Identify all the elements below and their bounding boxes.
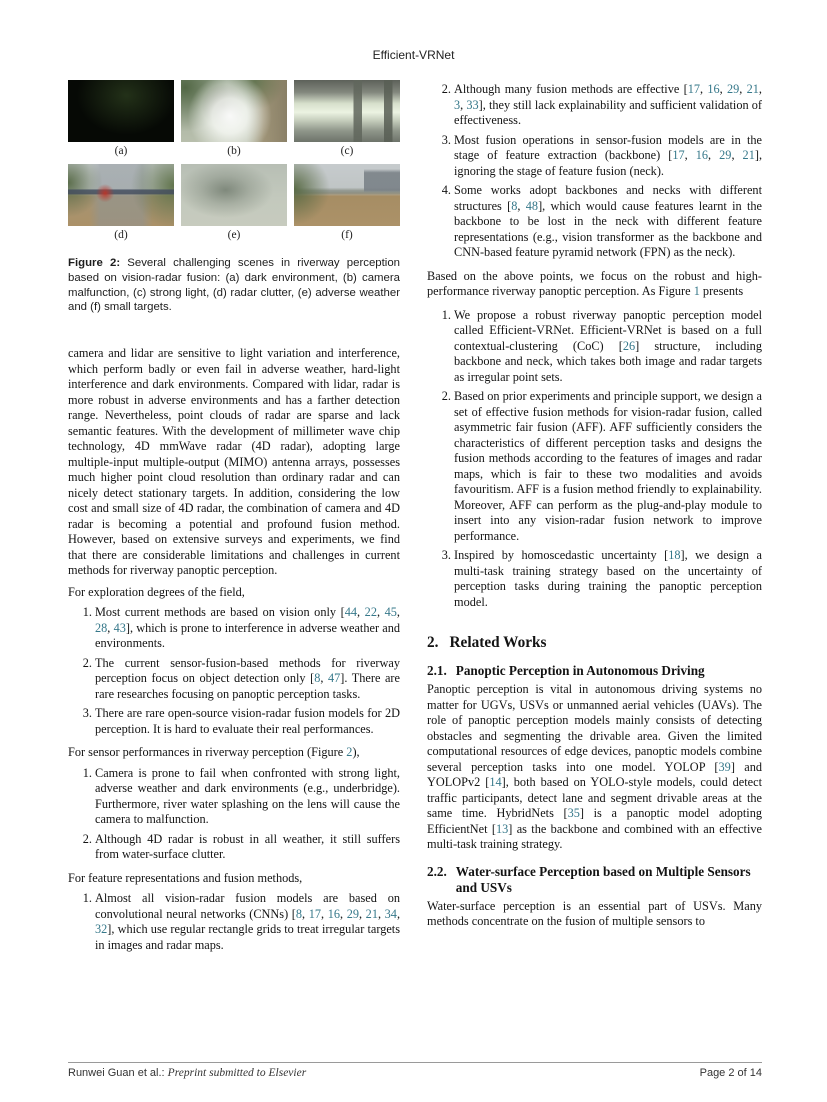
list-item (454, 308, 762, 386)
list-feature-representations-continued (427, 82, 762, 261)
text-segment: ] structure, including backbone and neck, which takes both image and radar targets as irregular point sets. (454, 338, 762, 384)
figure-sublabel-f: (f) (341, 228, 353, 241)
paragraph-water-surface: Water-surface perception is an essential part of USVs. Many methods concentrate on the fusion of multiple sensors to (427, 898, 762, 928)
subsection-title: Panoptic Perception in Autonomous Driving (455, 663, 705, 678)
citation-link[interactable]: 29 (726, 82, 740, 96)
text-segment: ], which use regular rectangle grids to treat irregular targets in images and radar maps. (95, 922, 400, 952)
citation-link[interactable]: 13 (495, 821, 509, 836)
text-segment: , (357, 605, 365, 620)
citation-link[interactable]: 39 (718, 759, 731, 774)
citation-link[interactable]: 32 (95, 922, 108, 937)
citation-link[interactable]: 8 (511, 198, 518, 213)
list-contributions (427, 308, 762, 611)
list-exploration-degrees (68, 605, 400, 737)
citation-link[interactable]: 47 (327, 671, 341, 686)
citation-link[interactable]: 21 (365, 906, 378, 921)
citation-link[interactable]: 1 (693, 284, 700, 298)
text-segment: , (731, 148, 743, 162)
text-segment: Panoptic perception is vital in autonomous driving systems no matter for UGVs, USVs or unmanned aerial vehicles (UAVs). The role of panoptic perception models mainly consists of detecting obstacles and segmenting the drivable area. Given the limited computational resources of edge devices, panoptic models combine several perception tasks into one model. YOLOP [ (427, 682, 762, 774)
text-segment: Some works adopt backbones and necks with different structures [ (454, 183, 762, 213)
text-segment: We propose a robust riverway panoptic perception model called Efficient-VRNet. Efficient-VRNet is based on a full contextual-clustering (CoC) [ (454, 307, 762, 353)
list-item (454, 82, 762, 129)
text-segment: ], ignoring the stage of feature fusion (neck). (454, 148, 763, 178)
paragraph-based-on-points (427, 269, 762, 300)
lead-feature-representations: For feature representations and fusion methods, (68, 870, 303, 885)
paragraph-panoptic-perception (427, 682, 762, 853)
footer-author: Runwei Guan et al.: (68, 1067, 168, 1079)
text-segment: , (321, 906, 328, 921)
citation-link[interactable]: 16 (327, 906, 340, 921)
figure-image-radar-clutter (68, 164, 174, 226)
text-segment: , (758, 82, 762, 96)
citation-link[interactable]: 48 (525, 198, 539, 213)
citation-link[interactable]: 16 (707, 82, 720, 96)
text-segment: ), (352, 745, 360, 760)
text-segment: , (699, 82, 708, 96)
text-segment: , (107, 620, 114, 635)
citation-link[interactable]: 21 (746, 82, 759, 96)
citation-link[interactable]: 28 (95, 620, 108, 635)
figure-caption (68, 256, 400, 315)
figure-row-1 (68, 80, 400, 142)
text-segment: Most current methods are based on vision only [ (95, 605, 345, 620)
figure-sublabel-b: (b) (227, 145, 241, 157)
citation-link[interactable]: 17 (687, 82, 700, 96)
list-item (454, 389, 762, 544)
list-item (95, 605, 400, 652)
citation-link[interactable]: 35 (567, 806, 580, 820)
citation-link[interactable]: 8 (295, 906, 303, 921)
text-segment: Almost all vision-radar fusion models are based on convolutional neural networks (CNNs) [ (95, 891, 400, 921)
text-segment: , (358, 906, 366, 921)
citation-link[interactable]: 26 (622, 338, 636, 353)
text-segment: Most fusion operations in sensor-fusion models are in the stage of feature extraction (backbone) [ (454, 132, 762, 162)
list-item (454, 133, 762, 180)
text-segment: , (719, 82, 727, 96)
list-item (454, 548, 762, 610)
citation-link[interactable]: 34 (384, 906, 397, 921)
text-segment: ], both based on YOLO-style models, could detect traffic participants, detect lane and segment drivable areas at the same time. HybridNets [ (427, 775, 762, 820)
text-segment: Although many fusion methods are effective [ (454, 82, 688, 96)
subsection-heading-panoptic-perception (427, 663, 762, 679)
citation-link[interactable]: 45 (384, 605, 397, 620)
figure-caption-label: Figure 2: (68, 257, 121, 269)
section-heading-related-works (427, 634, 762, 652)
text-segment: , (708, 148, 720, 162)
figure-image-small-targets (294, 164, 400, 226)
lead-sensor-performances (68, 745, 400, 761)
citation-link[interactable]: 18 (668, 548, 681, 562)
text-segment: , (377, 906, 385, 921)
figure-labels-row-1 (68, 144, 400, 160)
text-segment: There are rare open-source vision-radar fusion models for 2D perception. It is hard to evaluate their real performances. (95, 706, 400, 736)
citation-link[interactable]: 44 (344, 605, 358, 620)
subsection-heading-water-surface (427, 864, 762, 896)
figure-caption-text: Several challenging scenes in riverway perception based on vision-radar fusion: (a) dark environment, (b) camera malfunction, (c) strong light, (d) radar clutter, (e) adverse weather and (f) small targets. (68, 257, 400, 314)
text-segment: ]. There are rare researches focusing on panoptic perception tasks. (95, 671, 400, 701)
figure-row-2 (68, 164, 400, 226)
page-number: Page 2 of 14 (699, 1067, 762, 1079)
text-segment: Inspired by homoscedastic uncertainty [ (454, 548, 669, 562)
list-item: 1. Camera is prone to fail when confronted with strong light, adverse weather and dark environments (e.g., underbridge). Furthermore, river water splashing on the lens will cause the camera to malfunction. (95, 766, 400, 828)
citation-link[interactable]: 14 (489, 775, 502, 789)
text-segment: ], which is prone to interference in adverse weather and environments. (95, 620, 400, 651)
list-item (95, 891, 400, 953)
figure-labels-row-2 (68, 228, 400, 244)
text-segment: , (460, 97, 467, 112)
figure-sublabel-e: (e) (227, 228, 241, 241)
text-segment: ] as the backbone and combined with an effective multi-task training strategy. (427, 821, 762, 851)
citation-link[interactable]: 29 (346, 906, 359, 921)
text-segment: ], which would cause features learnt in the backbone to be lost in the neck with different feature representations (e.g., vision transformer as the backbone and CNN-based feature pyramid network (FPN) as the neck). (454, 198, 762, 259)
list-sensor-performances (68, 766, 400, 863)
subsection-number: 2.1. (427, 663, 447, 678)
figure-sublabel-c: (c) (340, 145, 354, 157)
text-segment: Based on the above points, we focus on the robust and high-performance riverway panoptic perception. As Figure (427, 268, 762, 298)
list-feature-representations (68, 891, 400, 953)
figure-image-dark-environment (68, 80, 174, 142)
text-segment: ] is a panoptic model adopting EfficientNet [ (427, 806, 762, 836)
citation-link[interactable]: 43 (113, 620, 126, 635)
subsection-number: 2.2. (427, 863, 447, 879)
footer-preprint-note: Preprint submitted to Elsevier (167, 1067, 307, 1079)
figure-image-adverse-weather (181, 164, 287, 226)
running-title: Efficient-VRNet (372, 48, 455, 62)
subsection-title: Water-surface Perception based on Multiple Sensors and USVs (455, 863, 751, 895)
text-segment: The current sensor-fusion-based methods for riverway perception focus on object detection only [ (95, 655, 400, 686)
citation-link[interactable]: 33 (466, 97, 479, 112)
text-segment: , (517, 198, 526, 213)
citation-link[interactable]: 2 (346, 745, 353, 760)
text-segment: ], we design a multi-task training strategy based on the uncertainty of perception tasks during training the panoptic perception model. (454, 548, 762, 609)
text-segment: , (376, 605, 385, 620)
text-segment: , (396, 605, 400, 620)
text-segment: , (739, 82, 747, 96)
citation-link[interactable]: 17 (308, 906, 322, 921)
citation-link[interactable]: 21 (742, 148, 755, 162)
list-item (454, 183, 762, 261)
citation-link[interactable]: 16 (695, 148, 709, 162)
list-item (95, 706, 400, 737)
citation-link[interactable]: 29 (719, 148, 732, 162)
footer-author-note (68, 1067, 306, 1079)
right-column (427, 78, 762, 930)
section-number: 2. (427, 634, 439, 651)
left-column (68, 80, 400, 961)
citation-link[interactable]: 17 (672, 148, 685, 162)
text-segment: Based on prior experiments and principle support, we design a set of effective fusion methods for vision-radar fusion, called asymmetric fair fusion (AFF). AFF sufficiently considers the characteristics of different perception tasks and designs the fusion methods according to the features of images and radar maps, which is fair to these two modalities and avoids favouritism. AFF is a fusion method friendly to explainability. Moreover, AFF can perform as the plug-and-play module to insert into any vision-radar fusion network to improve performance. (454, 389, 762, 543)
figure-2 (68, 80, 400, 315)
footer (68, 1067, 762, 1079)
text-segment: , (396, 906, 401, 921)
paragraph-intro: camera and lidar are sensitive to light variation and interference, which perform badly or even fail in adverse weather, hard-light interference and dark environments. Compared with lidar, radar is more robust in adverse environments and has a farther detection range. Nevertheless, point clouds of radar are sparse and lack semantic features. With the development of millimeter wave chip technology, 4D mmWave radar (4D radar), adopting large multiple-input multiple-output (MIMO) antenna arrays, possesses much higher point cloud resolution than ordinary radar and can nicely detect stationary targets. In addition, considering the low cost and small size of 4D radar, the combination of camera and 4D radar is becoming a potential and profound fusion method. However, based on extensive surveys and experiments, we find that there are considerable limitations and challenges in current methods for riverway panoptic perception. (68, 346, 400, 578)
footer-divider (68, 1062, 762, 1063)
text-segment: ] and YOLOPv2 [ (427, 759, 762, 789)
text-segment: , (320, 671, 328, 686)
text-segment: , (340, 906, 347, 921)
figure-image-strong-light (294, 80, 400, 142)
citation-link[interactable]: 3 (454, 97, 461, 112)
figure-sublabel-a: (a) (114, 145, 128, 157)
list-item (95, 656, 400, 703)
list-item: 2. Although 4D radar is robust in all weather, it still suffers from water-surface clutter. (95, 832, 400, 863)
section-title: Related Works (449, 634, 547, 651)
text-segment: , (302, 906, 309, 921)
text-segment: For sensor performances in riverway perception (Figure (68, 745, 347, 760)
text-segment: presents (699, 284, 744, 298)
text-segment: ], they still lack explainability and sufficient validation of effectiveness. (454, 97, 763, 127)
text-segment: , (684, 148, 696, 162)
figure-sublabel-d: (d) (114, 228, 128, 241)
citation-link[interactable]: 22 (364, 605, 377, 620)
lead-exploration-degrees: For exploration degrees of the field, (68, 584, 245, 599)
figure-image-camera-malfunction (181, 80, 287, 142)
citation-link[interactable]: 8 (314, 671, 321, 686)
